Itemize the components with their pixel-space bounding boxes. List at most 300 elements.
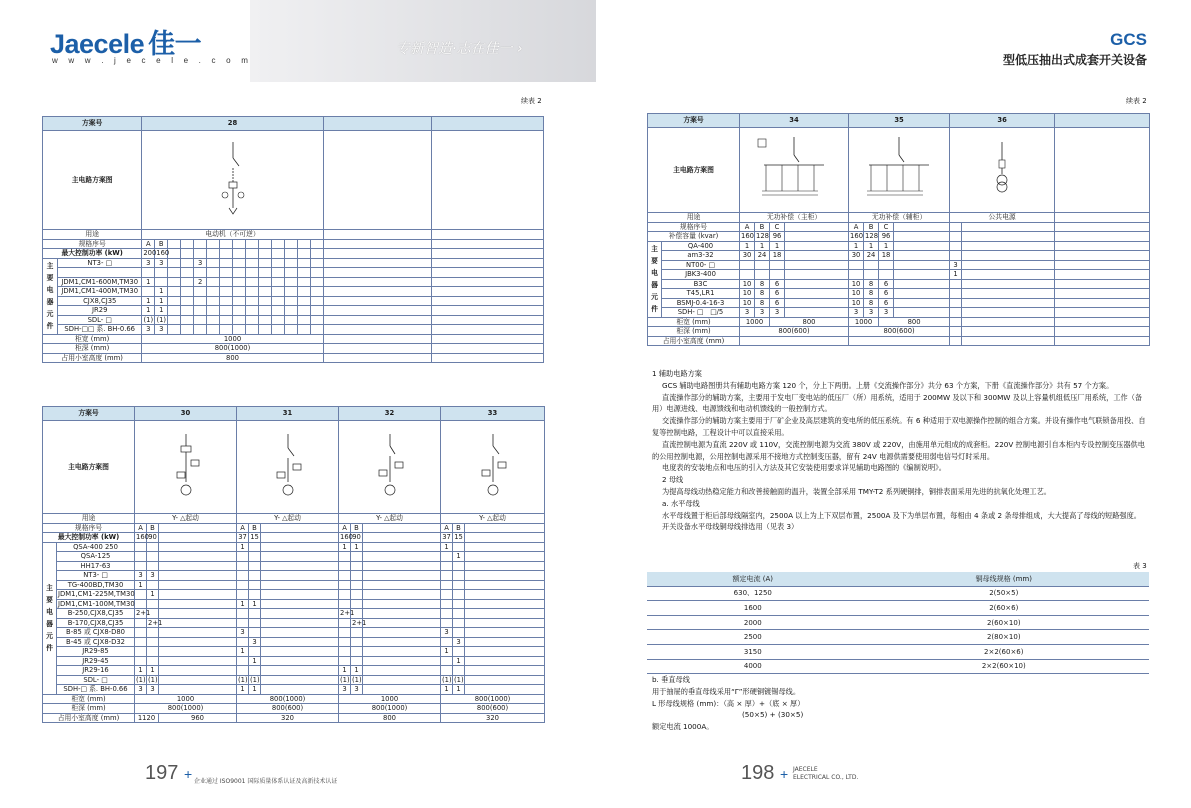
table-cell: 1: [879, 241, 894, 251]
row-label: NT3- □: [57, 571, 135, 581]
row-label: 规格序号: [43, 523, 135, 533]
busbar-table: [647, 572, 1149, 674]
table-row: [647, 615, 1149, 630]
table-cell: B: [249, 523, 261, 533]
circuit-diagram-icon: [987, 140, 1017, 200]
table-row: [43, 599, 545, 609]
table-cell: [339, 571, 351, 581]
table-cell: 1: [237, 599, 249, 609]
table-cell: [237, 561, 249, 571]
table-cell: 630、1250: [647, 586, 859, 601]
circuit-diagram-icon: [468, 432, 518, 502]
table-cell: 2(60×10): [859, 615, 1149, 630]
table-cell: [740, 270, 755, 280]
table-cell: [351, 580, 363, 590]
table-cell: [237, 666, 249, 676]
table-cell: 1: [441, 542, 453, 552]
table-cell: [147, 599, 159, 609]
table-cell: 1: [249, 685, 261, 695]
table-cell: [249, 609, 261, 619]
brand-title: GCS: [1110, 30, 1147, 49]
table-cell: [453, 542, 465, 552]
table-row: [43, 618, 545, 628]
table-row: [43, 666, 545, 676]
table-cell: 160: [136, 533, 149, 541]
table-cell: [339, 656, 351, 666]
row-label: QSA-125: [57, 552, 135, 562]
table-cell: [339, 599, 351, 609]
table-cell: (1): [454, 675, 464, 684]
scheme-34-36-table: 方案号 34 35 36 主电路方案图 用途 无功补偿（主柜） 无功补偿（辅柜） 公共电源 规格序号 A B C A B C 补偿容量 (kvar) 160 128 96 160 128 96 主要电器元件 QA-400 1 1 1 1 1 1 am3-32 30 24 18 30 24 18 NT00- □ 3 JBK3-400 1 B3C 10 8 6 10 8 6 T45,LR1 10 8 6 10 8 6 BSMJ-0.4-16-3 10 8 6 10 8 6 SDH- □ □/5 3 3 3 3 3 3 柜宽 (mm) 1000 800 1000 800 柜深 (mm) 800(600) 800(600) 占用小室高度 (mm): [647, 113, 1150, 346]
table-cell: 18: [879, 251, 894, 261]
table-cell: 1: [147, 666, 159, 676]
table-row: [43, 580, 545, 590]
table-row: [648, 289, 1150, 299]
row-label: JR29-45: [57, 656, 135, 666]
table-row: [648, 222, 1150, 232]
table-cell: [249, 628, 261, 638]
table-cell: 10: [849, 289, 864, 299]
table-cell: A: [135, 523, 147, 533]
table-cell: 2(80×10): [859, 630, 1149, 645]
table-cell: A: [441, 523, 453, 533]
row-label: JDM1,CM1-100M,TM30: [58, 599, 135, 608]
table-row: [648, 308, 1150, 318]
table-cell: 6: [879, 298, 894, 308]
table-cell: 1: [237, 542, 249, 552]
table3-label: 表 3: [1133, 562, 1147, 570]
table-cell: [755, 260, 770, 270]
table-cell: [135, 647, 147, 657]
table-cell: 1: [135, 580, 147, 590]
table-cell: 1: [755, 241, 770, 251]
table-cell: (1): [238, 675, 248, 684]
table-cell: [249, 666, 261, 676]
table-row: [647, 644, 1149, 659]
table-cell: [339, 628, 351, 638]
table-cell: (1): [340, 675, 350, 684]
table-cell: 2(60×6): [859, 601, 1149, 616]
table-cell: [135, 552, 147, 562]
table-cell: C: [770, 222, 785, 232]
continued-label-right: 续表 2: [1126, 97, 1147, 105]
circuit-diagram-icon: [161, 432, 211, 502]
table-cell: [453, 647, 465, 657]
main-components-label: 主要电器元件: [648, 241, 662, 317]
table-cell: B: [147, 523, 159, 533]
circuit-diagram-34: [740, 128, 849, 213]
row-label: T45,LR1: [662, 289, 740, 299]
circuit-diagram-icon: [213, 140, 253, 220]
note-line: 2 母线: [662, 475, 684, 485]
note-line: a. 水平母线: [662, 498, 700, 508]
table-cell: [441, 571, 453, 581]
table-row: [43, 571, 545, 581]
table-cell: [950, 298, 962, 308]
table-cell: [339, 580, 351, 590]
table-cell: [249, 590, 261, 600]
row-label: JDM1,CM1-225M,TM30: [58, 590, 135, 598]
table-cell: 6: [770, 298, 785, 308]
row-label: am3-32: [662, 251, 740, 261]
table-cell: [237, 656, 249, 666]
table-cell: 3: [249, 637, 261, 647]
table-cell: 1: [770, 241, 785, 251]
table-cell: [135, 561, 147, 571]
table-row: [647, 630, 1149, 645]
table-cell: 1: [339, 666, 351, 676]
table-cell: 96: [879, 232, 894, 242]
table-cell: 8: [755, 289, 770, 299]
table-cell: [453, 666, 465, 676]
slogan: 专新智造·志在佳一 ›: [396, 41, 523, 57]
table-cell: [147, 561, 159, 571]
table-cell: [441, 656, 453, 666]
table-cell: 15: [454, 533, 463, 541]
table-cell: [351, 656, 363, 666]
table-cell: [135, 542, 147, 552]
table-cell: 2+1: [148, 618, 163, 627]
table-row: [43, 523, 545, 533]
company-logo: Jaecele 佳一: [50, 29, 202, 59]
table-cell: 1: [351, 666, 363, 676]
table-cell: [351, 571, 363, 581]
table-cell: 1: [950, 270, 962, 280]
table-row: [43, 542, 545, 552]
table-cell: [453, 618, 465, 628]
table-cell: [849, 270, 864, 280]
table-cell: [879, 270, 894, 280]
table-cell: 1: [237, 647, 249, 657]
table-cell: 24: [864, 251, 879, 261]
table-cell: 3: [740, 308, 755, 318]
table-cell: B: [351, 523, 363, 533]
table-cell: B: [864, 222, 879, 232]
table-cell: 30: [740, 251, 755, 261]
circuit-diagram-31: [237, 421, 339, 514]
note-line: 电度表的安装地点和电压的引入方法及其它安装使用要求详见辅助电路图的《编制说明》。: [662, 463, 946, 473]
table-cell: [453, 628, 465, 638]
table-cell: [351, 552, 363, 562]
table-cell: [351, 628, 363, 638]
table-cell: 1: [453, 656, 465, 666]
table-row: [648, 251, 1150, 261]
note-line: 1 辅助电路方案: [652, 369, 702, 378]
row-label: B-250,CJX8,CJ35: [57, 609, 135, 619]
circuit-diagram-33: [441, 421, 545, 514]
table-cell: [237, 637, 249, 647]
table-cell: 1: [237, 685, 249, 695]
table-cell: 3: [950, 260, 962, 270]
circuit-diagram-icon: [754, 135, 834, 205]
table-cell: [950, 251, 962, 261]
table-cell: 8: [864, 279, 879, 289]
main-components-label: 主要电器元件: [43, 542, 57, 694]
table-cell: 160: [340, 533, 353, 541]
page-number-right: 198 +: [741, 762, 789, 784]
use-value: 电动机（不可逆）: [142, 230, 323, 240]
table-cell: [770, 260, 785, 270]
row-label: QSA-400 250: [57, 542, 135, 552]
table-cell: [135, 637, 147, 647]
table-cell: [237, 618, 249, 628]
table-cell: [950, 308, 962, 318]
table-row: [648, 279, 1150, 289]
table-cell: 4000: [647, 659, 859, 674]
table-cell: [441, 590, 453, 600]
table-cell: [950, 289, 962, 299]
table-cell: [453, 571, 465, 581]
table-cell: A: [849, 222, 864, 232]
note-line: 额定电流 1000A。: [652, 722, 714, 732]
table-cell: [441, 637, 453, 647]
table-row: [647, 586, 1149, 601]
table-cell: (1): [442, 675, 452, 684]
row-label: BSMJ-0.4-16-3: [662, 298, 740, 308]
table-cell: [864, 260, 879, 270]
table-cell: 6: [770, 279, 785, 289]
table3-header: 额定电流 (A): [647, 572, 859, 586]
table-cell: 3: [879, 308, 894, 318]
table-cell: A: [237, 523, 249, 533]
table-cell: [441, 552, 453, 562]
table-cell: 3: [135, 685, 147, 695]
table-cell: 96: [770, 232, 785, 242]
table-cell: [237, 590, 249, 600]
table-cell: [135, 628, 147, 638]
row-label: JBK3-400: [662, 270, 740, 280]
table-row: [43, 637, 545, 647]
notes-section: [652, 368, 1150, 533]
row-label: SDH- □ □/5: [662, 308, 740, 318]
scheme-number: 28: [142, 117, 323, 131]
table-cell: [441, 666, 453, 676]
table-cell: (1): [250, 675, 260, 684]
table-cell: [441, 561, 453, 571]
table-cell: C: [879, 222, 894, 232]
table-cell: [147, 647, 159, 657]
table-cell: 1600: [647, 601, 859, 616]
note-line: 直流控制电源为直流 220V 或 110V，交流控制电源为交流 380V 或 220V，由施用单元组成的成套柜。220V 控制电源引自本柜内专设控制变压器供电的公用控制电源，公用控制电源采用不接地方式控制变压器，留有 24V 电源供需要使用弱电信号灯时采用。: [652, 439, 1145, 461]
row-label: SDH-□ 系. BH-0.66: [57, 685, 135, 695]
table-cell: [453, 561, 465, 571]
table-cell: [339, 647, 351, 657]
table-cell: 3: [441, 628, 453, 638]
note-line: 直流操作部分的辅助方案，主要用于发电厂变电站的低压厂（所）用系统，适用于 200MW 及以下和 300MW 及以上容量机组低压厂用系统，工作（备用）电源进线、电源馈线和电动机馈线的一般控制方式。: [652, 392, 1143, 414]
table-cell: [770, 270, 785, 280]
table-cell: 128: [865, 232, 879, 240]
table-cell: [135, 656, 147, 666]
scheme-30-33-table: 方案号 30 31 32 33 主电路方案图 用途 Y- △起动 Y- △起动 Y- △起动 Y- △起动 规格序号 A B A B A B A B 最大控制功率 (kW) 160 90 37 15 160 90 37 15 主要电器元件 QSA-400 250 1 1 1 1 QSA-125 1 HH17-63 NT3- □ 3 3 TG-400BD,TM30 1 JDM1,CM1-225M,TM30 1 JDM1,CM1-100M,TM30 1 1 B-250,CJX8,CJ35 2+1 2+1 B-170,CJX8,CJ35 2+1 2+1 B-85 或 CJX8-D80 3 3 B-45 或 CJX8-D32 3 3 JR29-85 1 1 JR29-45 1 1 JR29-16 1 1 1 1 SDL- □ (1) (1) (1) (1) (1) (1) (1) (1) SDH-□ 系. BH-0.66 3 3 1 1 3 3 1 1 柜宽 (mm) 1000 800(1000) 1000 800(1000) 柜深 (mm) 800(1000) 800(600) 800(1000) 800(600) 占用小室高度 (mm) 1120 960 320 800 320: [42, 406, 545, 723]
table-cell: 10: [849, 298, 864, 308]
table-cell: 37: [442, 533, 451, 541]
table-cell: [740, 260, 755, 270]
row-label: JR29-16: [57, 666, 135, 676]
table-cell: 10: [740, 289, 755, 299]
table-row: [43, 628, 545, 638]
table-cell: [339, 637, 351, 647]
table-row: [43, 675, 545, 685]
table-row: [648, 260, 1150, 270]
table-cell: [237, 609, 249, 619]
circuit-diagram-35: [849, 128, 950, 213]
table-cell: [950, 222, 962, 232]
row-label: SDL- □: [57, 675, 135, 685]
table-row: [647, 601, 1149, 616]
table-cell: 15: [250, 533, 259, 541]
table-cell: 1: [453, 552, 465, 562]
row-label: HH17-63: [57, 561, 135, 571]
table-cell: 1: [135, 666, 147, 676]
table-row: [43, 609, 545, 619]
circuit-diagram-icon: [365, 432, 415, 502]
table-cell: B: [453, 523, 465, 533]
table-cell: [249, 618, 261, 628]
table-cell: 2+1: [136, 609, 151, 617]
circuit-diagram-32: [339, 421, 441, 514]
table-cell: [147, 580, 159, 590]
table-cell: [147, 637, 159, 647]
table3-header: 铜母线规格 (mm): [859, 572, 1149, 586]
page-number-left: 197 +: [145, 762, 193, 784]
table-cell: 6: [879, 279, 894, 289]
company-name: JAECELE ELECTRICAL CO., LTD.: [793, 766, 859, 781]
table-cell: [351, 599, 363, 609]
table-row: [648, 298, 1150, 308]
table-cell: A: [740, 222, 755, 232]
table-cell: [441, 618, 453, 628]
table-row: [648, 270, 1150, 280]
note-line: 为提高母线动热稳定能力和改善接触面的温升，装置全部采用 TMY-T2 系列硬铜排，铜排表面采用先进的抗氧化处理工艺。: [662, 486, 1051, 496]
table-row: [43, 590, 545, 600]
continued-label-left: 续表 2: [521, 97, 542, 105]
table-cell: (1): [136, 675, 146, 684]
table-cell: 8: [755, 298, 770, 308]
certification-text: 企业通过 ISO9001 国际质量体系认证及高新技术认证: [194, 778, 338, 785]
note-line: L 形母线规格 (mm)：（高 × 厚）+（底 × 厚）: [652, 698, 805, 708]
row-label: NT00- □: [662, 260, 740, 270]
table-cell: 1: [441, 647, 453, 657]
table-cell: [441, 580, 453, 590]
table-cell: 2×2(60×6): [859, 644, 1149, 659]
table-cell: 1: [339, 542, 351, 552]
row-label: 最大控制功率 (kW): [43, 533, 135, 543]
table-cell: [147, 542, 159, 552]
table-cell: [950, 232, 962, 242]
row-label: 规格序号: [648, 222, 740, 232]
table-row: [43, 685, 545, 695]
table-cell: [351, 647, 363, 657]
table-cell: [135, 599, 147, 609]
table-cell: [249, 542, 261, 552]
table-cell: [237, 571, 249, 581]
table-cell: [147, 628, 159, 638]
table-cell: 1: [249, 599, 261, 609]
table-cell: 2500: [647, 630, 859, 645]
table-cell: 8: [864, 298, 879, 308]
table-cell: [237, 552, 249, 562]
table-cell: 10: [849, 279, 864, 289]
table-cell: [950, 279, 962, 289]
use-label: 用途: [43, 230, 142, 240]
table-cell: [879, 260, 894, 270]
main-components-label: 主要电器元件: [43, 258, 58, 334]
table-cell: [441, 609, 453, 619]
diagram-label: 主电路方案图: [43, 131, 142, 230]
table-cell: 1: [849, 241, 864, 251]
table-cell: (1): [352, 675, 362, 684]
table-cell: [453, 580, 465, 590]
table-cell: [950, 241, 962, 251]
table-cell: [147, 552, 159, 562]
table-cell: 24: [755, 251, 770, 261]
table-cell: [249, 580, 261, 590]
table-cell: 3: [864, 308, 879, 318]
note-line: 用于抽屉的垂直母线采用“Γ”形硬铜镀锡母线。: [652, 686, 801, 696]
company-url: w w w . j e c e l e . c o m: [52, 56, 253, 65]
table-cell: [453, 609, 465, 619]
table-cell: [237, 580, 249, 590]
table-cell: [249, 571, 261, 581]
table-cell: [864, 270, 879, 280]
table-cell: A: [339, 523, 351, 533]
row-label: B3C: [662, 279, 740, 289]
table-cell: 3: [237, 628, 249, 638]
table-cell: [453, 599, 465, 609]
circuit-diagram-36: [950, 128, 1055, 213]
row-label: B-45 或 CJX8-D32: [57, 637, 135, 647]
table-cell: 3: [147, 685, 159, 695]
scheme-label: 方案号: [43, 117, 142, 131]
table-cell: 1: [453, 685, 465, 695]
table-cell: [249, 647, 261, 657]
table-row: [43, 552, 545, 562]
circuit-diagram-icon: [263, 432, 313, 502]
table-cell: 37: [238, 533, 247, 541]
table-cell: 1: [147, 590, 159, 600]
table-row: [43, 647, 545, 657]
table-cell: 30: [849, 251, 864, 261]
table-cell: 160: [850, 232, 864, 240]
table-cell: 2(50×5): [859, 586, 1149, 601]
table-cell: 8: [864, 289, 879, 299]
table-cell: 1: [351, 542, 363, 552]
table-cell: 90: [352, 533, 361, 541]
table-row: [648, 232, 1150, 242]
table-row: [43, 656, 545, 666]
table-cell: [441, 599, 453, 609]
table-cell: 3: [147, 571, 159, 581]
row-label: JR29-85: [57, 647, 135, 657]
scheme-28-table: 方案号 28 主电路方案图 用途 电动机（不可逆） 规格序号 A B 最大控制功率 (kW) 200 160 主要电器元件 NT3- □ 3 3 3 JDM1,CM1-600M,TM30 1 2 JDM1,CM1-400M,TM30 1 CJX8,CJ35 1 1 JR29 1 1 SDL- □ (1) (1) SDH-□□ 系. BH-0.66 3 3 柜宽 (mm) 1000 柜深 (mm) 800(1000) 占用小室高度 (mm) 800: [42, 116, 544, 363]
table-cell: 2000: [647, 615, 859, 630]
circuit-diagram-28: [142, 131, 323, 230]
circuit-diagram-icon: [859, 135, 939, 205]
row-label: QA-400: [662, 241, 740, 251]
table-cell: [453, 590, 465, 600]
table-cell: 1: [740, 241, 755, 251]
table-cell: 10: [740, 279, 755, 289]
product-subtitle: 型低压抽出式成套开关设备: [1002, 53, 1147, 67]
row-label: B-85 或 CJX8-D80: [57, 628, 135, 638]
notes-vertical-busbar: [652, 674, 1150, 733]
table-cell: 160: [741, 232, 754, 240]
table-cell: 2+1: [352, 618, 367, 627]
table-cell: [755, 270, 770, 280]
table-cell: [249, 552, 261, 562]
table-cell: 18: [770, 251, 785, 261]
table-cell: 3150: [647, 644, 859, 659]
